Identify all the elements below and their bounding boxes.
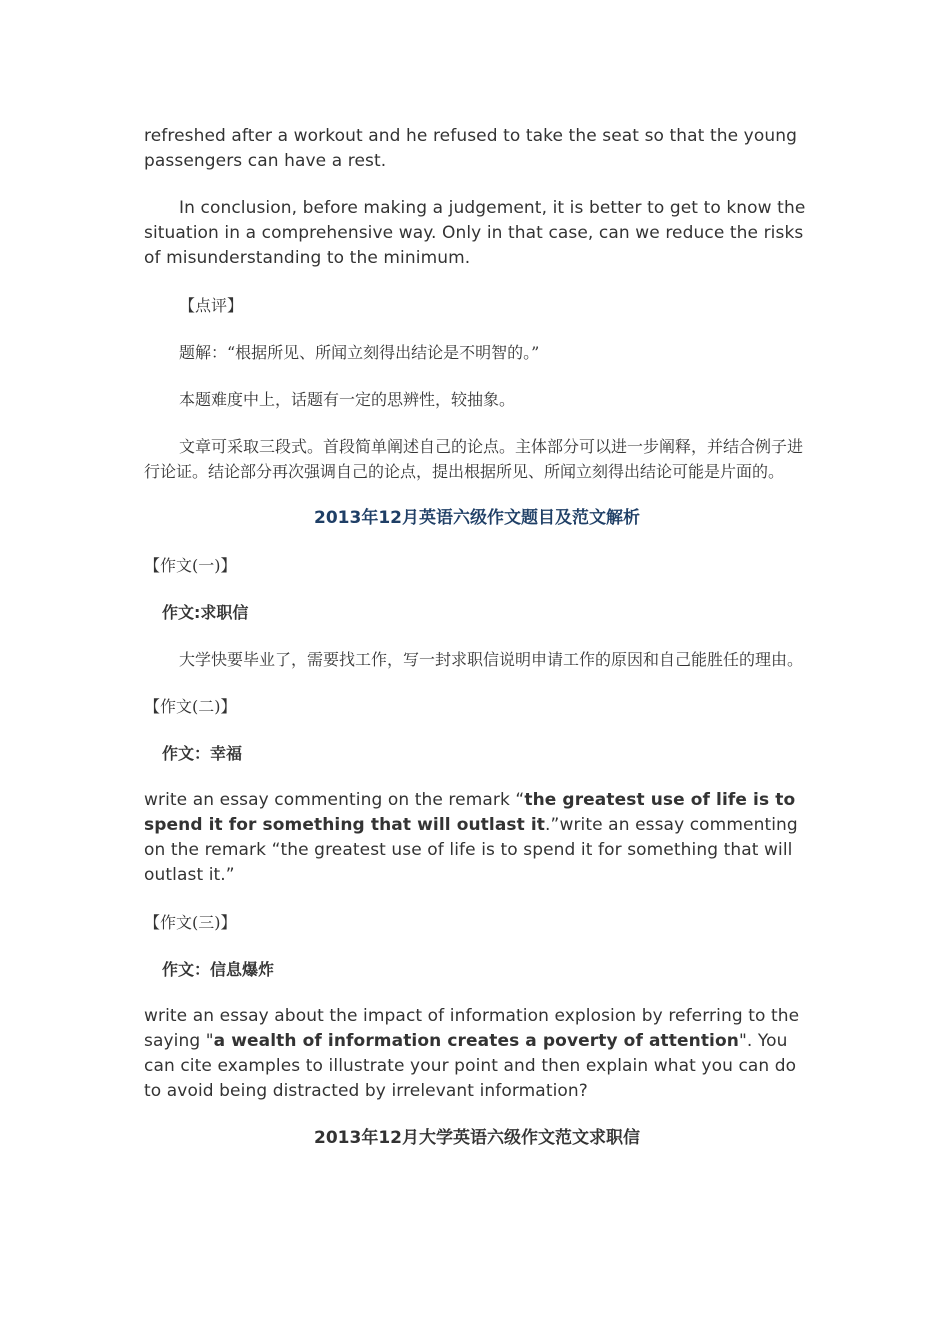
- essay1-tag: 【作文(一)】: [144, 556, 237, 575]
- structure-note: 文章可采取三段式。首段简单阐述自己的论点。主体部分可以进一步阐释，并结合例子进行论证。结论部分再次强调自己的论点，提出根据所见、所闻立刻得出结论可能是片面的。: [144, 437, 804, 481]
- section-heading-cover-letter: 2013年12月大学英语六级作文范文求职信: [314, 1128, 640, 1148]
- essay2-quote-bold: the greatest use of life is to spend it for something that will outlast it: [144, 790, 796, 835]
- paragraph-conclusion: In conclusion, before making a judgement, it is better to get to know the situation in a comprehensive way. Only in that case, can we reduce the risks of misunderstanding to the minimum.: [144, 198, 806, 268]
- essay3-tag: 【作文(三)】: [144, 913, 237, 932]
- essay2-body-lead: write an essay commenting on the remark “: [144, 790, 525, 810]
- paragraph-continuation: refreshed after a workout and he refused to take the seat so that the young passengers can have a rest.: [144, 126, 797, 171]
- essay3-body-lead: write an essay about the impact of information explosion by referring to the saying ": [144, 1006, 800, 1051]
- review-tag: 【点评】: [179, 296, 244, 315]
- essay2-tag: 【作文(二)】: [144, 697, 237, 716]
- essay1-title: 作文:求职信: [162, 603, 249, 622]
- essay3-title: 作文：信息爆炸: [162, 960, 275, 979]
- essay2-body-tail: .”write an essay commenting on the remark “the greatest use of life is to spend it for something that will outlast it.”: [144, 815, 798, 885]
- essay2-title: 作文：幸福: [162, 744, 243, 763]
- essay3-body: [144, 1004, 810, 1104]
- topic-analysis: 题解：“根据所见、所闻立刻得出结论是不明智的。”: [179, 343, 540, 362]
- essay3-body-tail: ". You can cite examples to illustrate your point and then explain what you can do to avoid being distracted by irrelevant information?: [144, 1031, 797, 1101]
- section-heading-essay-topics: 2013年12月英语六级作文题目及范文解析: [314, 508, 640, 528]
- document-page: [144, 124, 810, 1173]
- essay3-quote-bold: a wealth of information creates a poverty of attention: [213, 1031, 739, 1051]
- essay2-body: [144, 788, 810, 888]
- difficulty-note: 本题难度中上，话题有一定的思辨性，较抽象。: [179, 390, 516, 409]
- essay1-body: 大学快要毕业了，需要找工作，写一封求职信说明申请工作的原因和自己能胜任的理由。: [179, 650, 804, 669]
